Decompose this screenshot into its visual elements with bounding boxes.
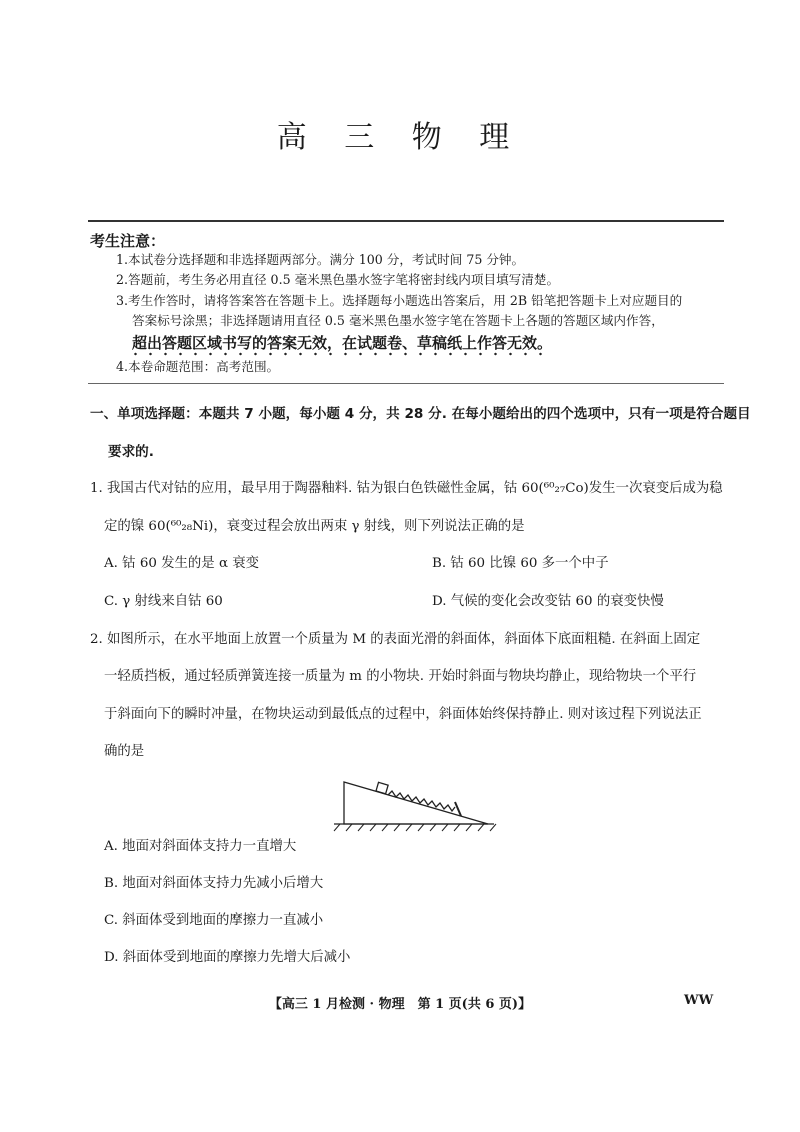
notice-item-4: 4.本卷命题范围：高考范围。 (116, 359, 280, 374)
divider-top (88, 220, 724, 222)
notice-item-3: 3.考生作答时，请将答案答在答题卡上。选择题每小题选出答案后，用 2B 铅笔把答题卡上对应题目的 (116, 293, 683, 308)
question-2-line-2: 一轻质挡板，通过轻质弹簧连接一质量为 m 的小物块. 开始时斜面与物块均静止，现给物块一个平行 (104, 669, 697, 684)
question-1-option-b: B. 钴 60 比镍 60 多一个中子 (432, 556, 609, 571)
question-1-option-d: D. 气候的变化会改变钴 60 的衰变快慢 (432, 594, 664, 609)
notice-item-1: 1.本试卷分选择题和非选择题两部分。满分 100 分，考试时间 75 分钟。 (116, 252, 525, 267)
footer-code: WW (684, 993, 714, 1008)
baffle-plate (455, 802, 461, 816)
question-1-option-a: A. 钴 60 发生的是 α 衰变 (104, 556, 260, 571)
emphasis-dots (128, 352, 548, 356)
incline-spring-diagram (330, 774, 500, 834)
question-1-line-1: 1. 我国古代对钴的应用，最早用于陶器釉料. 钴为银白色铁磁性金属，钴 60(⁶⁰₂₇Co)发生一次衰变后成为稳 (90, 481, 723, 496)
page-title: 高 三 物 理 (276, 120, 524, 155)
spring (388, 791, 455, 811)
page-footer: 【高三 1 月检测 · 物理 第 1 页(共 6 页)】 (268, 997, 532, 1012)
question-2-option-a: A. 地面对斜面体支持力一直增大 (104, 839, 297, 854)
notice-item-3-cont: 答案标号涂黑；非选择题请用直径 0.5 毫米黑色墨水签字笔在答题卡上各题的答题区域内作答， (132, 313, 664, 328)
question-2-line-3: 于斜面向下的瞬时冲量，在物块运动到最低点的过程中，斜面体始终保持静止. 则对该过程下列说法正 (104, 707, 702, 722)
question-1-option-c: C. γ 射线来自钴 60 (104, 594, 223, 609)
question-2-option-d: D. 斜面体受到地面的摩擦力先增大后减小 (104, 950, 351, 965)
question-2-option-c: C. 斜面体受到地面的摩擦力一直减小 (104, 913, 324, 928)
notice-item-3-emphasis: 超出答题区域书写的答案无效，在试题卷、草稿纸上作答无效。 (132, 334, 553, 352)
ground-hatching (334, 824, 496, 831)
notice-heading: 考生注意： (90, 232, 166, 250)
incline-wedge (344, 782, 488, 824)
question-1-line-2: 定的镍 60(⁶⁰₂₈Ni)，衰变过程会放出两束 γ 射线，则下列说法正确的是 (104, 519, 525, 534)
small-block (376, 782, 388, 793)
question-2-option-b: B. 地面对斜面体支持力先减小后增大 (104, 876, 324, 891)
notice-item-2: 2.答题前，考生务必用直径 0.5 毫米黑色墨水签字笔将密封线内项目填写清楚。 (116, 272, 560, 287)
section-heading: 一、单项选择题：本题共 7 小题，每小题 4 分，共 28 分. 在每小题给出的四个选项中，只有一项是符合题目 (90, 406, 751, 422)
question-2-line-4: 确的是 (104, 744, 145, 759)
question-2-line-1: 2. 如图所示，在水平地面上放置一个质量为 M 的表面光滑的斜面体，斜面体下底面粗糙. 在斜面上固定 (90, 632, 701, 647)
section-heading-cont: 要求的. (108, 444, 154, 460)
divider-bottom (88, 383, 724, 384)
